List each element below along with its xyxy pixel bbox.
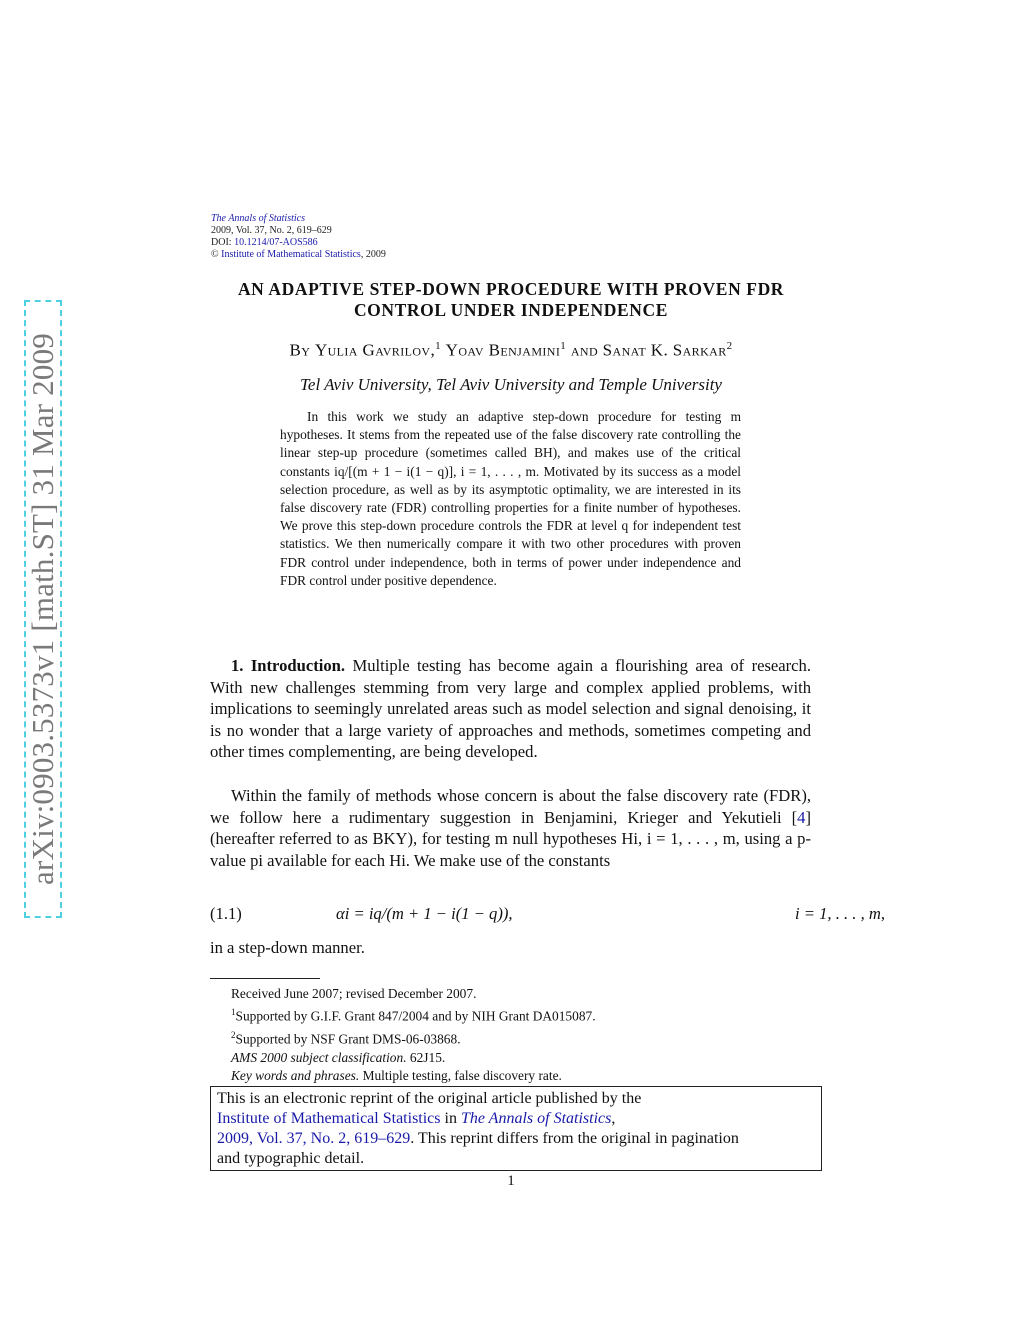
arxiv-stamp <box>24 300 62 918</box>
footnote-rule <box>210 978 320 979</box>
reprint-notice-box <box>210 1086 822 1171</box>
equation-range: i = 1, . . . , m, <box>795 904 886 923</box>
reprint-publisher-link[interactable]: Institute of Mathematical Statistics <box>217 1110 441 1127</box>
arxiv-stamp-text: arXiv:0903.5373v1 [math.ST] 31 Mar 2009 <box>25 333 60 885</box>
reprint-line-3: . This reprint differs from the original in pagination <box>410 1130 739 1147</box>
title-line-1: AN ADAPTIVE STEP-DOWN PROCEDURE WITH PROVEN FDR <box>237 279 785 299</box>
footnote-1: Supported by G.I.F. Grant 847/2004 and by NIH Grant DA015087. <box>235 1008 596 1024</box>
footnotes <box>231 985 791 1085</box>
reprint-comma: , <box>611 1110 616 1127</box>
footnote-1-mark: 1 <box>231 1007 236 1018</box>
journal-name-link[interactable]: The Annals of Statistics <box>211 213 305 224</box>
abstract: In this work we study an adaptive step-down procedure for testing m hypotheses. It stems from the repeated use of the false discovery rate controlling the linear step-up procedure (sometimes called BH), and makes use of the critical constants iq/[(m + 1 − i(1 − q)], i = 1, . . . , m. Motivated by its success as a model selection procedure, as well as by its asymptotic optimality, we are interested in its false discovery rate (FDR) controlling properties for a finite number of hypotheses. We prove this step-down procedure controls the FDR at level q for independent test statistics. We then numerically compare it with two other procedures with proven FDR control under independence, both in terms of power under independence and FDR control under positive dependence. <box>280 409 741 588</box>
author-byline <box>211 340 811 361</box>
doi-link[interactable]: 10.1214/07-AOS586 <box>234 237 318 248</box>
reprint-journal-link[interactable]: The Annals of Statistics <box>460 1110 612 1127</box>
equation-1-1 <box>210 904 886 928</box>
footnote-2: Supported by NSF Grant DMS-06-03868. <box>235 1031 461 1047</box>
ims-link[interactable]: Institute of Mathematical Statistics <box>221 249 361 260</box>
byline-by: By <box>289 340 311 360</box>
para2-text-end: ] (hereafter referred to as BKY), for testing m null hypotheses Hi, i = 1, . . . , m, using a p-value pi available for each Hi. We make use of the constants <box>210 807 811 870</box>
keywords-value: Multiple testing, false discovery rate. <box>359 1067 562 1083</box>
affiliation: Tel Aviv University, Tel Aviv University and Temple University <box>300 375 722 394</box>
citation-link[interactable]: 4 <box>797 807 806 827</box>
received-note: Received June 2007; revised December 2007. <box>231 986 477 1001</box>
title-line-2: CONTROL UNDER INDEPENDENCE <box>353 300 669 320</box>
ams-label: AMS 2000 subject classification. <box>231 1049 407 1065</box>
paper-title <box>211 279 811 321</box>
para2-text-start: Within the family of methods whose concern is about the false discovery rate (FDR), we follow here a rudimentary suggestion in Benjamini, Krieger and Yekutieli [ <box>210 786 811 827</box>
author-1: Yulia Gavrilov, <box>314 340 436 360</box>
copyright-year: , 2009 <box>360 249 386 260</box>
volume-line: 2009, Vol. 37, No. 2, 619–629 <box>211 225 332 236</box>
body-paragraph-2 <box>210 785 811 871</box>
byline-and: and <box>570 340 599 360</box>
author-3: Sanat K. Sarkar <box>602 340 727 360</box>
author-2: Yoav Benjamini <box>445 340 561 360</box>
page-number: 1 <box>507 1173 515 1189</box>
equation-number: (1.1) <box>210 904 242 923</box>
reprint-line-4: and typographic detail. <box>217 1150 365 1167</box>
author-1-mark: 1 <box>435 340 442 352</box>
section-heading: 1. Introduction. <box>231 656 346 675</box>
copyright-icon: © <box>211 249 219 260</box>
footnote-2-mark: 2 <box>231 1029 236 1040</box>
reprint-line-1: This is an electronic reprint of the original article published by the <box>217 1090 642 1107</box>
ams-value: 62J15. <box>406 1049 446 1065</box>
reprint-in: in <box>440 1110 461 1127</box>
author-2-mark: 1 <box>560 340 567 352</box>
after-equation-text: in a step-down manner. <box>210 938 365 957</box>
journal-header <box>211 213 386 261</box>
equation-body: αi = iq/(m + 1 − i(1 − q)), <box>336 904 513 923</box>
author-3-mark: 2 <box>726 340 733 352</box>
doi-label: DOI: <box>211 237 235 248</box>
keywords-label: Key words and phrases. <box>231 1067 360 1083</box>
intro-text: Multiple testing has become again a flourishing area of research. With new challenges stemming from very large and complex applied problems, with implications to seemingly unrelated areas such as model selection and signal denoising, it is no wonder that a large variety of approaches and methods, sometimes competing and other times complementing, are being developed. <box>210 656 811 762</box>
introduction-paragraph <box>210 655 811 763</box>
reprint-citation-link[interactable]: 2009, Vol. 37, No. 2, 619–629 <box>217 1130 411 1147</box>
